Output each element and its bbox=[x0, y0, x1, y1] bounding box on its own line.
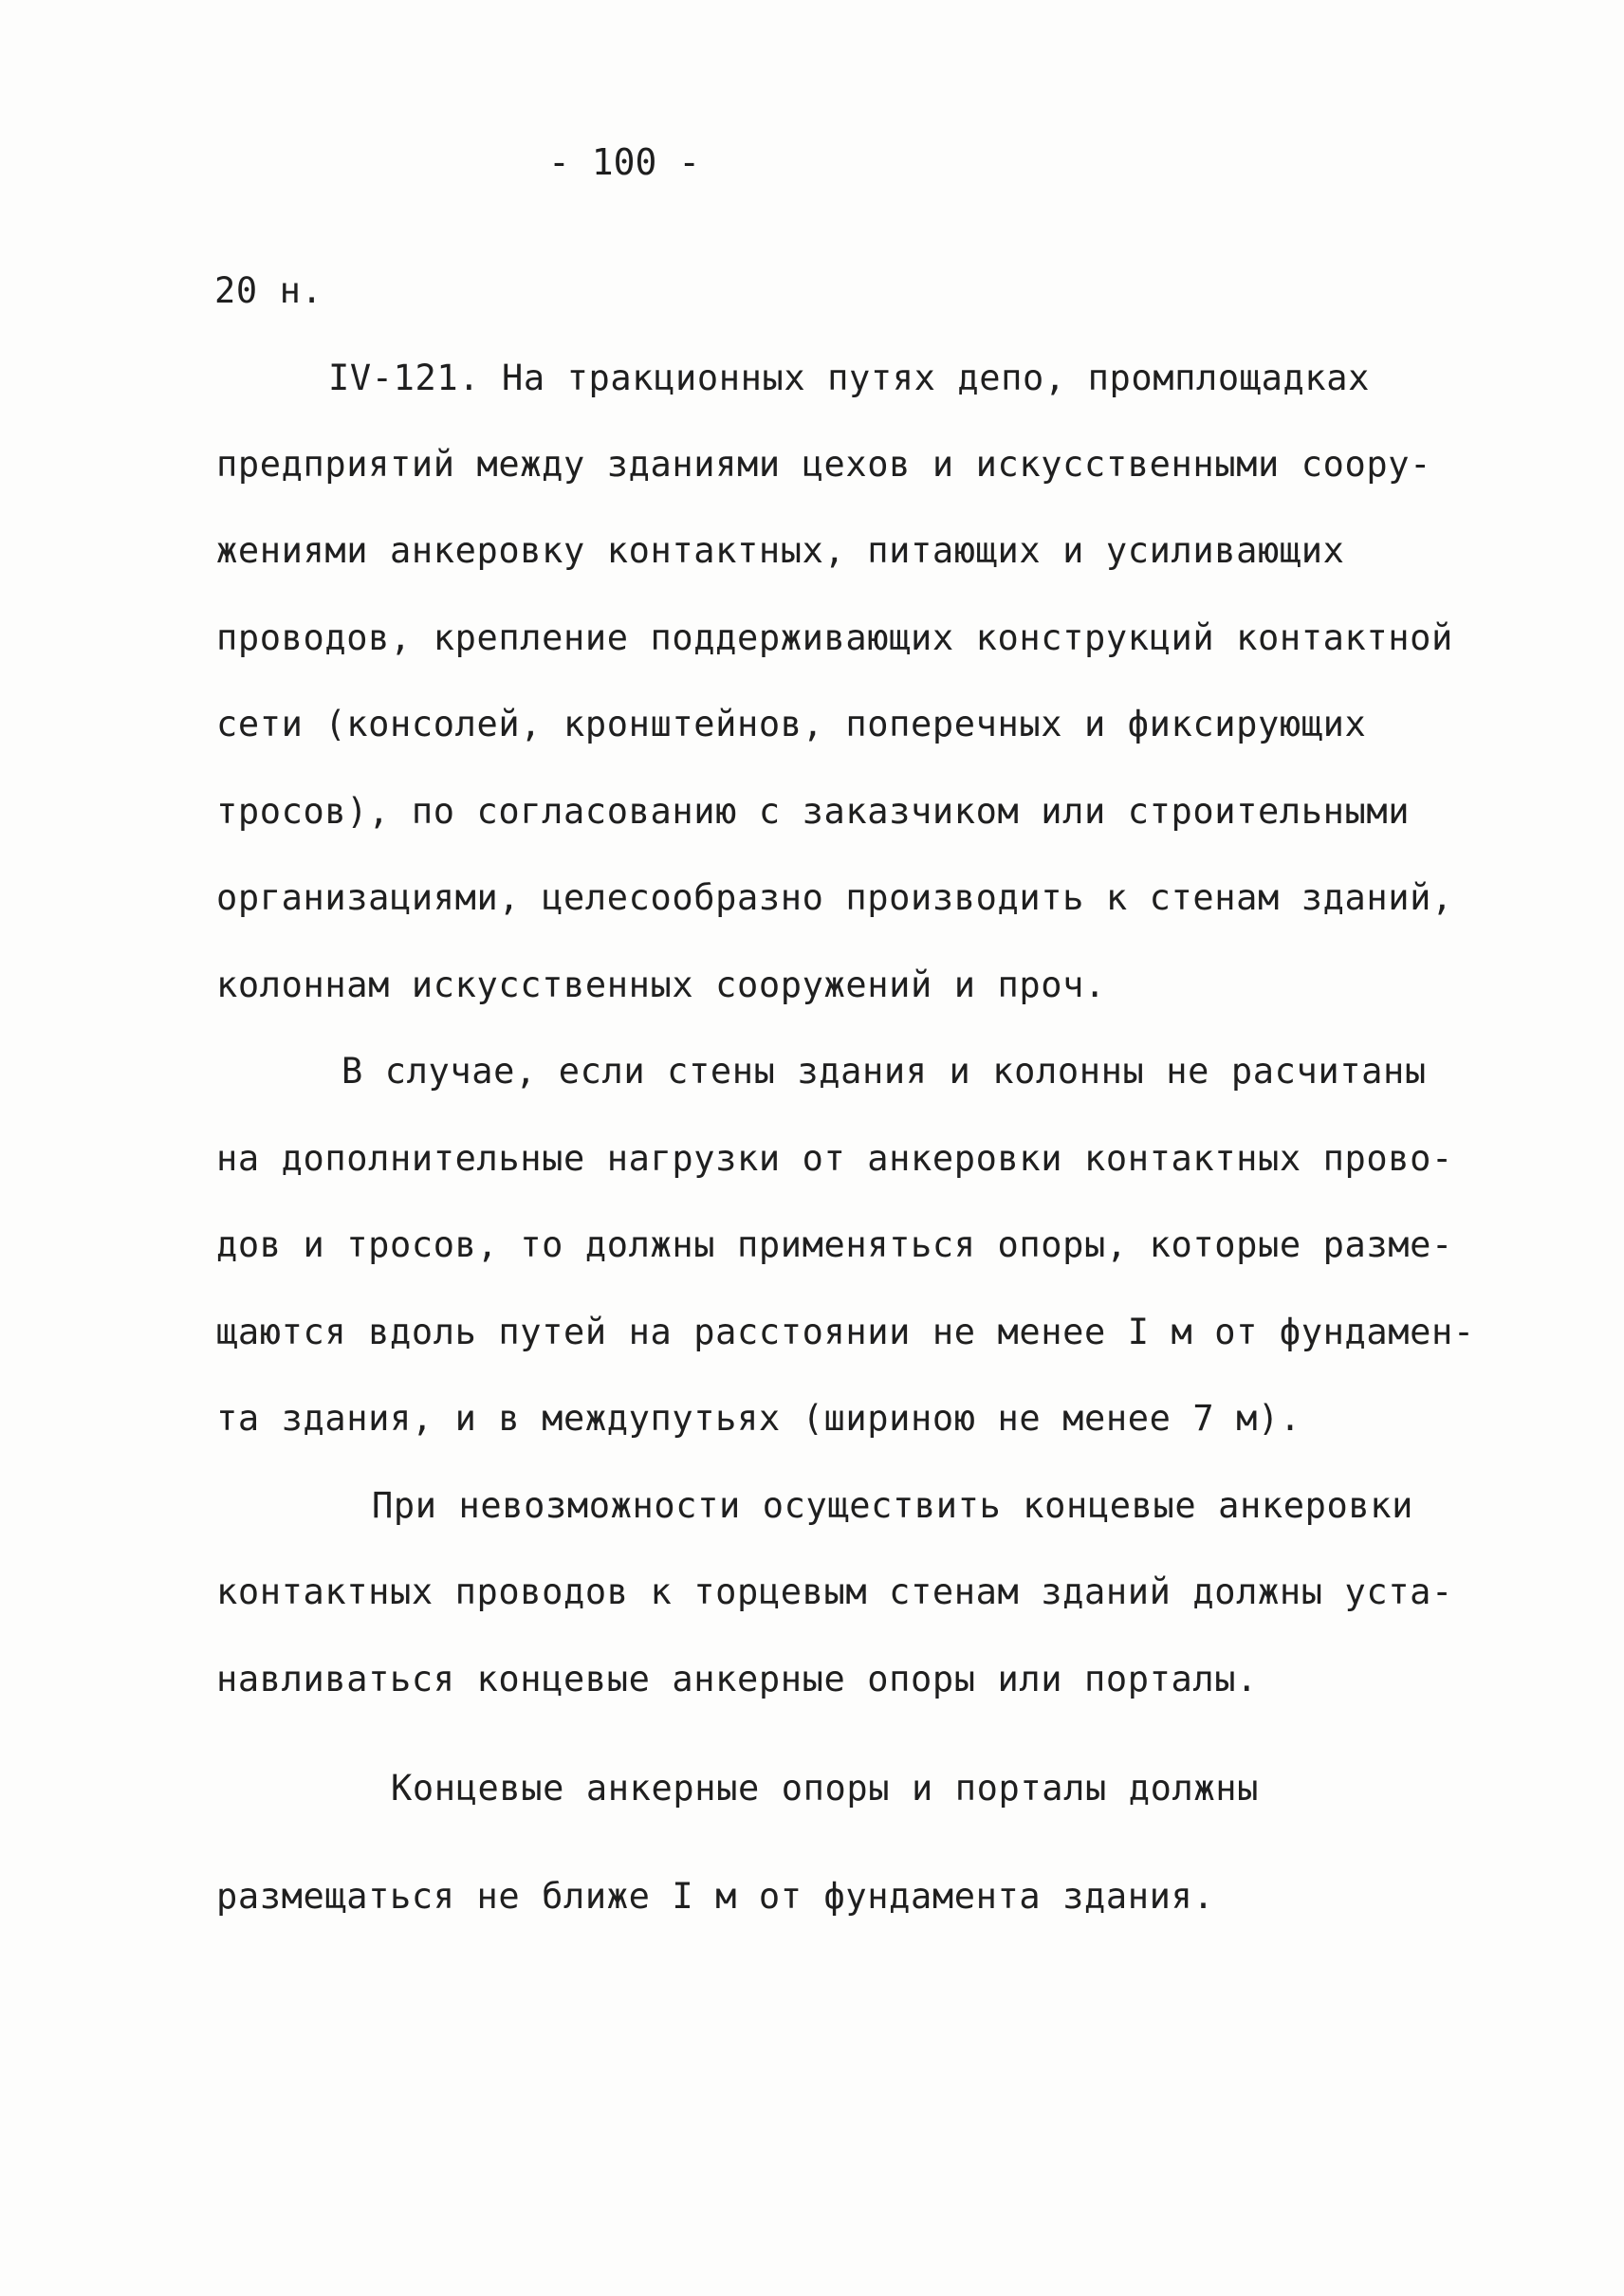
paragraph-2-line-3: дов и тросов, то должны применяться опоры, которые разме- bbox=[216, 1224, 1453, 1265]
paragraph-1-line-1: IV-121. На тракционных путях депо, промплощадках bbox=[328, 358, 1371, 398]
paragraph-2-line-5: та здания, и в междупутьях (шириною не менее 7 м). bbox=[216, 1398, 1301, 1439]
paragraph-1-line-4: проводов, крепление поддерживающих конструкций контактной bbox=[216, 617, 1453, 658]
paragraph-1-line-2: предприятий между зданиями цехов и искусственными соору- bbox=[216, 444, 1432, 485]
paragraph-2-line-1: В случае, если стены здания и колонны не расчитаны bbox=[341, 1051, 1427, 1092]
page-number: - 100 - bbox=[548, 141, 701, 183]
paragraph-3-line-2: контактных проводов к торцевым стенам зданий должны уста- bbox=[216, 1571, 1453, 1612]
paragraph-4-line-2: размещаться не ближе I м от фундамента здания. bbox=[216, 1876, 1215, 1917]
previous-item-tail: 20 н. bbox=[214, 270, 323, 311]
paragraph-1-line-7: организациями, целесообразно производить к стенам зданий, bbox=[216, 877, 1453, 918]
paragraph-3-line-1: При невозможности осуществить концевые анкеровки bbox=[372, 1485, 1414, 1526]
paragraph-4-line-1: Концевые анкерные опоры и порталы должны bbox=[391, 1768, 1260, 1809]
paragraph-2-line-2: на дополнительные нагрузки от анкеровки контактных прово- bbox=[216, 1138, 1453, 1179]
paragraph-1-line-3: жениями анкеровку контактных, питающих и усиливающих bbox=[216, 530, 1345, 571]
paragraph-1-line-8: колоннам искусственных сооружений и проч. bbox=[216, 964, 1106, 1005]
paragraph-1-line-5: сети (консолей, кронштейнов, поперечных и фиксирующих bbox=[216, 704, 1367, 744]
paragraph-3-line-3: навливаться концевые анкерные опоры или порталы. bbox=[216, 1659, 1259, 1699]
paragraph-2-line-4: щаются вдоль путей на расстоянии не менее I м от фундамен- bbox=[216, 1312, 1475, 1352]
paragraph-1-line-6: тросов), по согласованию с заказчиком или строительными bbox=[216, 791, 1411, 832]
